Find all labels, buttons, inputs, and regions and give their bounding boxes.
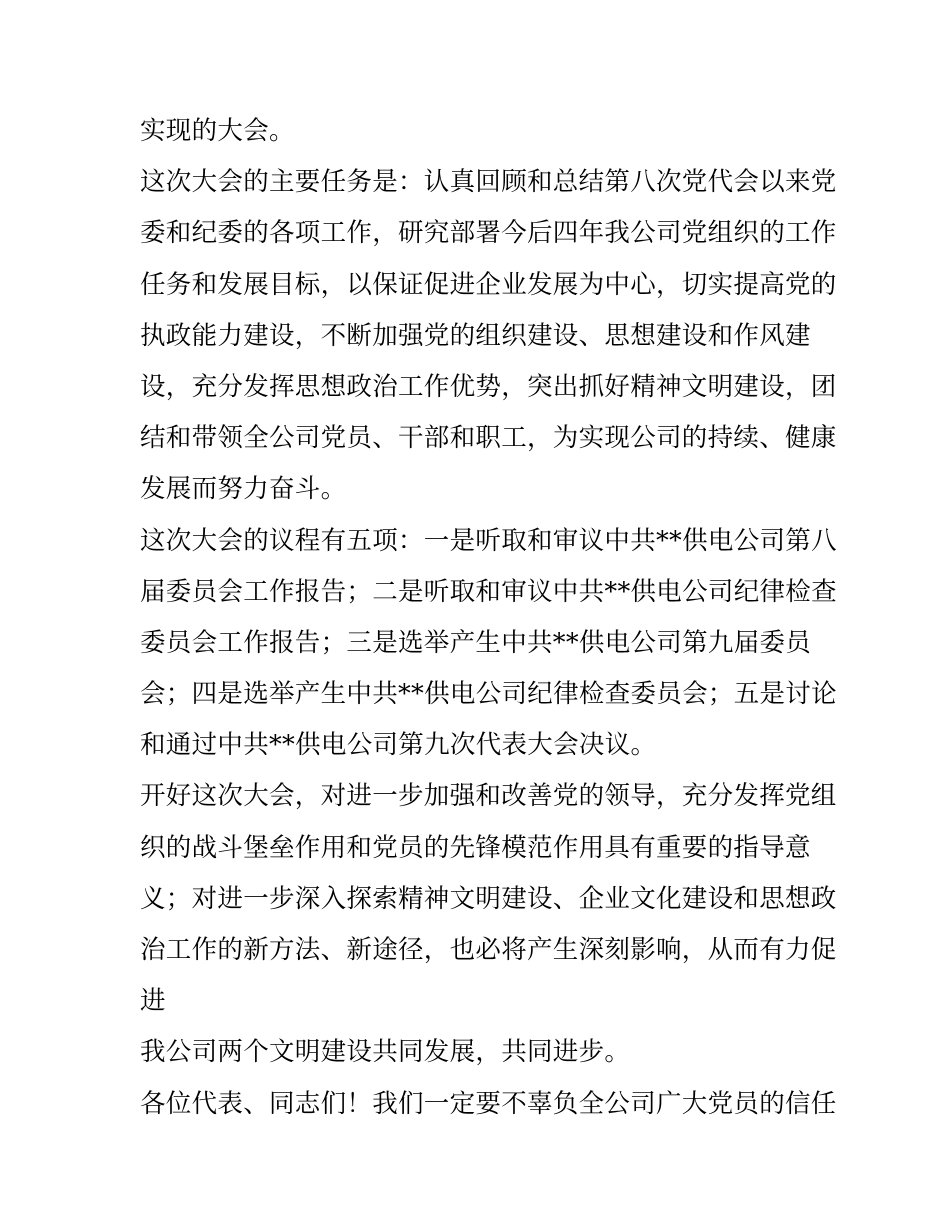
text-line: 委员会工作报告；三是选举产生中共**供电公司第九届委员	[140, 627, 812, 658]
text-line: 开好这次大会，对进一步加强和改善党的领导，充分发挥党组	[140, 781, 837, 812]
text-line: 织的战斗堡垒作用和党员的先锋模范作用具有重要的指导意	[140, 832, 811, 863]
text-line: 发展而努力奋斗。	[140, 474, 347, 505]
text-line: 结和带领全公司党员、干部和职工，为实现公司的持续、健康	[140, 423, 837, 454]
text-line: 届委员会工作报告；二是听取和审议中共**供电公司纪律检查	[140, 576, 837, 607]
text-line: 各位代表、同志们！我们一定要不辜负全公司广大党员的信任	[140, 1088, 837, 1119]
text-line: 实现的大会。	[140, 116, 295, 146]
text-line: 义；对进一步深入探索精神文明建设、企业文化建设和思想政	[140, 883, 837, 914]
text-line: 委和纪委的各项工作，研究部署今后四年我公司党组织的工作	[140, 218, 837, 249]
text-line: 任务和发展目标，以保证促进企业发展为中心，切实提高党的	[140, 269, 837, 300]
text-line: 这次大会的议程有五项：一是听取和审议中共**供电公司第八	[140, 525, 837, 556]
document-body	[140, 106, 837, 1130]
text-line: 这次大会的主要任务是：认真回顾和总结第八次党代会以来党	[140, 167, 837, 198]
text-line: 治工作的新方法、新途径，也必将产生深刻影响，从而有力促	[140, 935, 837, 965]
text-line: 我公司两个文明建设共同发展，共同进步。	[140, 1037, 631, 1068]
text-line: 进	[140, 986, 166, 1017]
text-line: 会；四是选举产生中共**供电公司纪律检查委员会；五是讨论	[140, 679, 837, 710]
text-line: 设，充分发挥思想政治工作优势，突出抓好精神文明建设，团	[140, 371, 837, 402]
text-line: 执政能力建设，不断加强党的组织建设、思想建设和作风建	[140, 320, 811, 351]
text-line: 和通过中共**供电公司第九次代表大会决议。	[140, 730, 657, 761]
